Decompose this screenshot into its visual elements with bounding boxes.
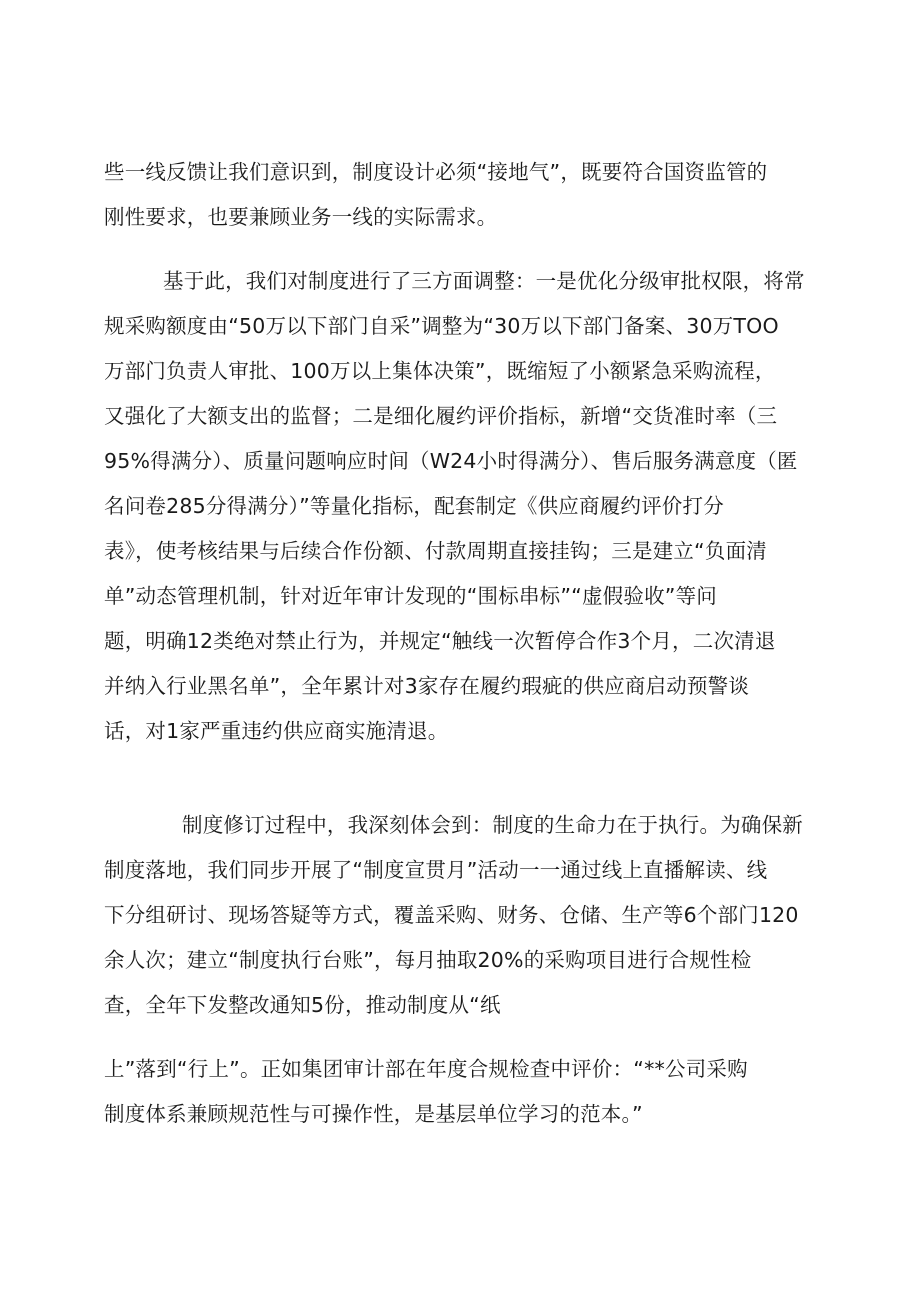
- text-line: 万部门负责人审批、100万以上集体决策”，既缩短了小额紧急采购流程，: [104, 359, 776, 383]
- text-line: 制度体系兼顾规范性与可操作性，是基层单位学习的范本。”: [104, 1102, 643, 1126]
- text-line: 基于此，我们对制度进行了三方面调整：一是优化分级审批权限，将常: [163, 269, 805, 293]
- text-line: 并纳入行业黑名单”，全年累计对3家存在履约瑕疵的供应商启动预警谈: [104, 674, 750, 698]
- text-line: 表》，使考核结果与后续合作份额、付款周期直接挂钩；三是建立“负面清: [104, 539, 767, 563]
- text-line: 些一线反馈让我们意识到，制度设计必须“接地气”，既要符合国资监管的: [104, 160, 768, 184]
- text-line: 规采购额度由“50万以下部门自采”调整为“30万以下部门备案、30万TOO: [104, 314, 779, 338]
- text-line: 95%得满分）、质量问题响应时间（W24小时得满分）、售后服务满意度（匿: [104, 449, 798, 473]
- text-line: 制度落地，我们同步开展了“制度宣贯月”活动一一通过线上直播解读、线: [104, 858, 768, 882]
- text-line: 题，明确12类绝对禁止行为，并规定“触线一次暂停合作3个月，二次清退: [104, 629, 776, 653]
- text-line: 单”动态管理机制，针对近年审计发现的“围标串标”“虚假验收”等问: [104, 584, 717, 608]
- text-line: 查，全年下发整改通知5份，推动制度从“纸: [104, 993, 501, 1017]
- text-line: 制度修订过程中，我深刻体会到：制度的生命力在于执行。为确保新: [182, 813, 803, 837]
- text-line: 余人次；建立“制度执行台账”，每月抽取20%的采购项目进行合规性检: [104, 948, 752, 972]
- text-line: 下分组研讨、现场答疑等方式，覆盖采购、财务、仓储、生产等6个部门120: [104, 903, 799, 927]
- text-line: 上”落到“行上”。正如集团审计部在年度合规检查中评价：“**公司采购: [104, 1057, 748, 1081]
- text-line: 名问卷285分得满分）”等量化指标，配套制定《供应商履约评价打分: [104, 494, 724, 518]
- text-line: 话，对1家严重违约供应商实施清退。: [104, 719, 449, 743]
- text-line: 刚性要求，也要兼顾业务一线的实际需求。: [104, 205, 498, 229]
- text-line: 又强化了大额支出的监督；二是细化履约评价指标，新增“交货准时率（三: [104, 404, 778, 428]
